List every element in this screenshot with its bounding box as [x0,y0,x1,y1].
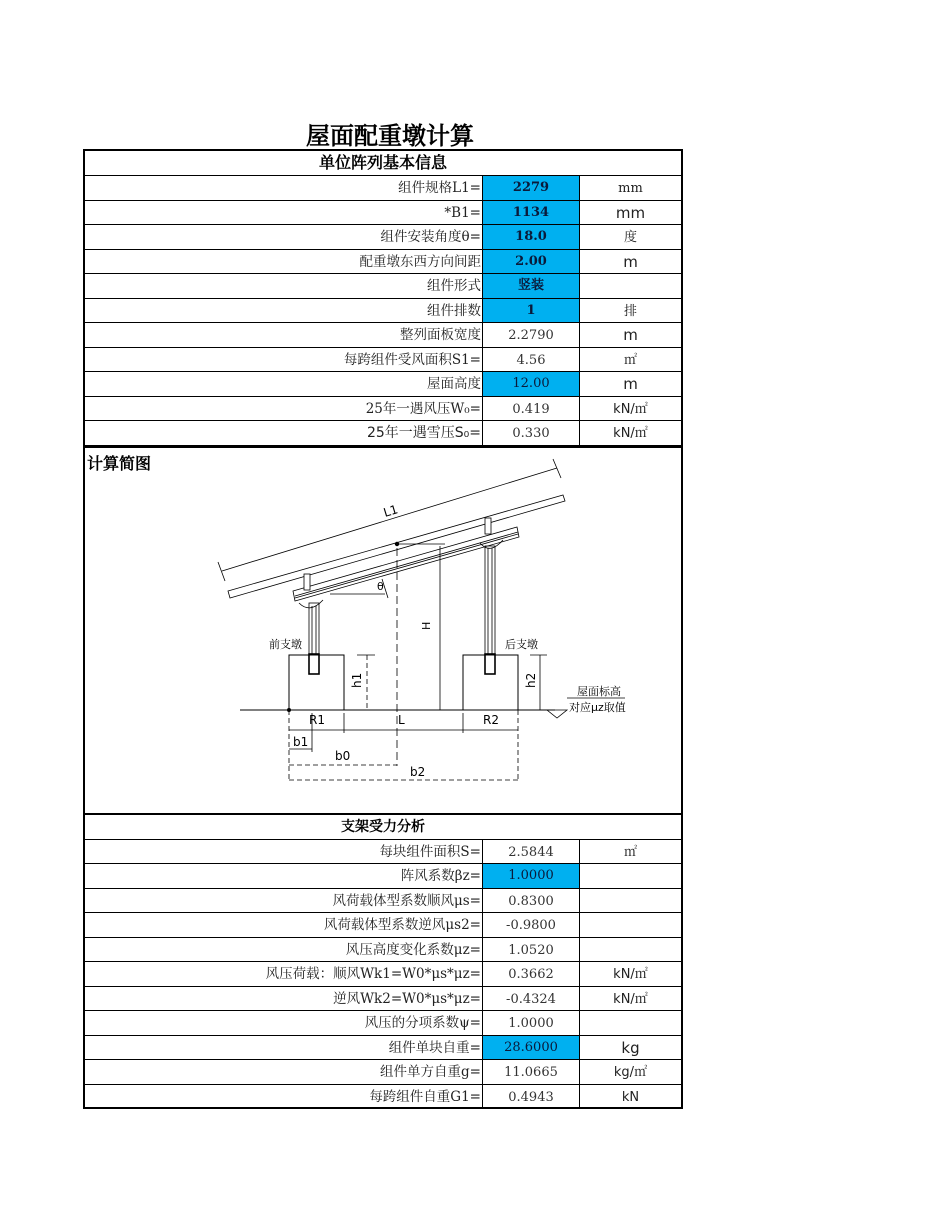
table-row-roof-height [85,372,681,397]
module-rows-input[interactable]: 1 [482,299,580,323]
row-unit: m [623,375,638,393]
wind-area-value: 4.56 [482,348,580,372]
row-unit [580,274,681,298]
module-weight-input[interactable]: 28.6000 [482,1036,580,1060]
table-row-snow-pressure [85,421,681,446]
table-row-wind-pressure [85,397,681,422]
span-weight-value: 0.4943 [482,1085,580,1108]
svg-text:R2: R2 [483,712,499,727]
table-row-wind-area [85,348,681,373]
row-label: 每跨组件自重G1= [369,1088,481,1105]
module-length-input[interactable]: 2279 [482,176,580,200]
table-row-module-weight [85,1036,681,1061]
wind-load-upwind-value: -0.4324 [482,987,580,1011]
row-unit [580,1011,681,1035]
shape-coef-downwind-value: 0.8300 [482,889,580,913]
row-unit: mm [615,203,646,222]
wind-pressure-value: 0.419 [482,397,580,421]
row-label: 风压荷载：顺风Wk1=W0*μs*μz= [265,966,481,982]
row-label: 组件单方自重g= [380,1064,481,1080]
table-row-partial-factor [85,1011,681,1036]
row-unit: 度 [623,230,637,245]
svg-text:对应μz取值: 对应μz取值 [569,700,626,714]
pv-bracket-diagram [85,448,681,814]
table-row-module-area [85,840,681,865]
row-unit: kN [621,1089,640,1105]
panel-width-value: 2.2790 [482,323,580,347]
table-row-module-length [85,176,681,201]
shape-coef-upwind-value: -0.9800 [482,913,580,937]
row-unit: kg/㎡ [613,1065,648,1080]
row-label: 风压的分项系数ψ= [364,1015,481,1031]
partial-factor-value: 1.0000 [482,1011,580,1035]
table-row-module-rows [85,299,681,324]
svg-text:屋面标高: 屋面标高 [577,684,621,698]
height-coef-value: 1.0520 [482,938,580,962]
row-label: 阵风系数βz= [400,868,481,884]
table-row-shape-coef-downwind [85,889,681,914]
svg-text:前支墩: 前支墩 [269,637,302,651]
svg-text:L: L [398,712,405,727]
row-unit [580,938,681,962]
row-unit: m [623,326,638,344]
table-row-unit-weight [85,1060,681,1085]
table-row-ew-spacing [85,250,681,275]
page-title: 屋面配重墩计算 [306,122,474,150]
table-row-height-coef [85,938,681,963]
row-label: 组件规格L1= [398,180,481,196]
row-unit: mm [618,181,643,196]
row-unit: m [623,252,638,271]
row-unit: kN/㎡ [613,401,648,417]
table-row-gust-factor [85,864,681,889]
row-unit: ㎡ [623,352,637,368]
row-label: 组件单块自重= [388,1039,481,1056]
svg-text:b2: b2 [410,764,426,779]
unit-weight-value: 11.0665 [482,1060,580,1084]
diagram-title: 计算简图 [87,453,152,473]
svg-text:h1: h1 [350,672,364,688]
svg-text:b1: b1 [293,734,309,749]
row-label: 逆风Wk2=W0*μs*μz= [333,990,481,1007]
table-row-panel-width [85,323,681,348]
row-label: *B1= [444,204,481,221]
row-label: 每块组件面积S= [379,843,481,860]
svg-text:θ: θ [377,579,384,593]
row-label: 25年一遇风压W₀= [365,400,481,417]
row-label: 25年一遇雪压S₀= [366,425,481,441]
svg-text:H: H [420,621,433,630]
row-label: 风荷载体型系数逆风μs2= [323,917,481,933]
table-row-wind-load-upwind [85,987,681,1012]
row-unit: kN/㎡ [613,426,648,441]
svg-text:b0: b0 [335,748,351,763]
tilt-angle-input[interactable]: 18.0 [482,225,580,249]
row-label: 组件排数 [427,302,481,319]
row-label: 组件形式 [427,278,481,294]
roof-height-input[interactable]: 12.00 [482,372,580,396]
row-label: 风荷载体型系数顺风μs= [332,892,481,909]
gust-factor-input[interactable]: 1.0000 [482,864,580,888]
svg-text:h2: h2 [524,672,538,688]
force-analysis-header: 支架受力分析 [85,814,681,840]
row-unit [580,913,681,937]
label-L1: L1 [381,501,400,520]
table-row-module-width [85,201,681,226]
table-row-wind-load-downwind [85,962,681,987]
row-unit: 排 [623,303,637,319]
ew-spacing-input[interactable]: 2.00 [482,250,580,274]
module-orientation-input[interactable]: 竖装 [482,274,580,298]
row-label: 配重墩东西方向间距 [359,253,481,270]
row-unit: ㎡ [623,844,637,860]
row-label: 每跨组件受风面积S1= [343,351,481,368]
row-unit [580,889,681,913]
row-unit: kg [621,1038,640,1057]
calculation-sheet [83,149,683,1109]
basic-info-header: 单位阵列基本信息 [85,149,681,176]
table-row-shape-coef-upwind [85,913,681,938]
svg-text:后支墩: 后支墩 [505,637,538,651]
row-unit: kN/㎡ [613,967,648,982]
table-row-tilt-angle [85,225,681,250]
module-area-value: 2.5844 [482,840,580,864]
snow-pressure-value: 0.330 [482,421,580,445]
table-row-span-weight [85,1085,681,1110]
row-unit [580,864,681,888]
row-label: 屋面高度 [427,376,481,392]
wind-load-downwind-value: 0.3662 [482,962,580,986]
row-label: 风压高度变化系数μz= [345,941,481,958]
calculation-diagram [85,446,681,814]
row-label: 组件安装角度θ= [380,229,481,245]
svg-text:R1: R1 [309,712,325,727]
table-row-module-orientation [85,274,681,299]
row-unit: kN/㎡ [613,991,648,1007]
module-width-input[interactable]: 1134 [482,201,580,225]
row-label: 整列面板宽度 [400,327,481,343]
